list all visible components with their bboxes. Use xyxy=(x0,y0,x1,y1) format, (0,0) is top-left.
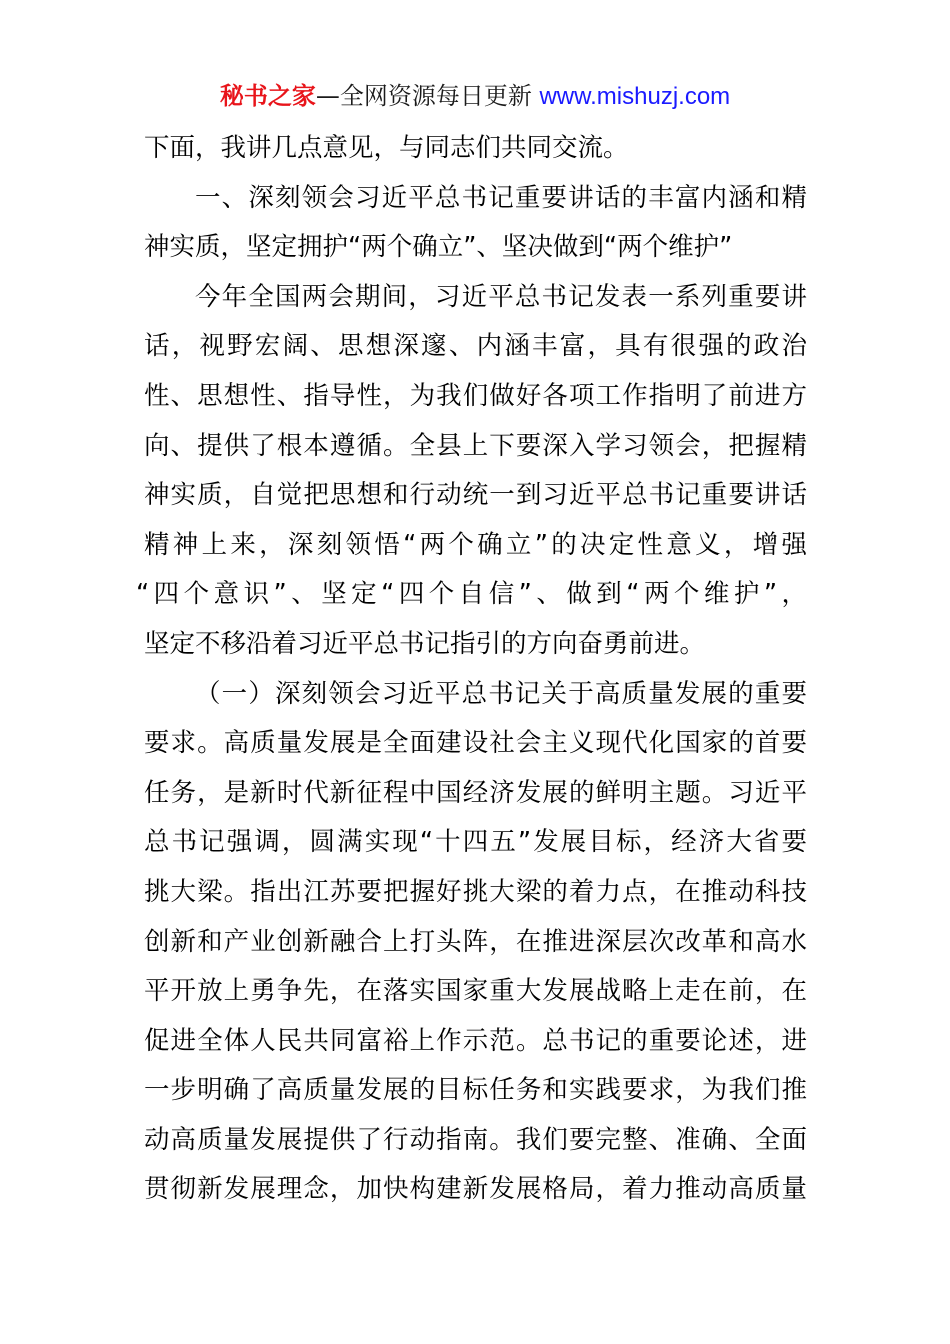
paragraph-line: 要求。高质量发展是全面建设社会主义现代化国家的首要 xyxy=(144,728,807,759)
paragraph-line: 性、思想性、指导性，为我们做好各项工作指明了前进方 xyxy=(144,380,807,411)
brand-name: 秘书之家 xyxy=(219,82,316,110)
paragraph-line: “四个意识”、坚定“四个自信”、做到“两个维护”， xyxy=(136,579,807,610)
paragraph-line: 任务，是新时代新征程中国经济发展的鲜明主题。习近平 xyxy=(144,777,807,808)
paragraph-line: 挑大梁。指出江苏要把握好挑大梁的着力点，在推动科技 xyxy=(144,876,807,907)
paragraph-line: 平开放上勇争先，在落实国家重大发展战略上走在前，在 xyxy=(144,976,807,1007)
paragraph-line: 向、提供了根本遵循。全县上下要深入学习领会，把握精 xyxy=(144,430,807,461)
paragraph-line: 神实质，自觉把思想和行动统一到习近平总书记重要讲话 xyxy=(144,480,807,511)
paragraph-line: 话，视野宏阔、思想深邃、内涵丰富，具有很强的政治 xyxy=(144,331,807,362)
paragraph-line: 下面，我讲几点意见，与同志们共同交流。 xyxy=(144,133,629,163)
paragraph-line: 贯彻新发展理念，加快构建新发展格局，着力推动高质量 xyxy=(144,1174,807,1205)
paragraph-line: 促进全体人民共同富裕上作示范。总书记的重要论述，进 xyxy=(144,1025,807,1056)
site-url-link[interactable]: www.mishuzj.com xyxy=(539,83,731,110)
subsection-heading-line: （一）深刻领会习近平总书记关于高质量发展的重要 xyxy=(195,678,807,709)
document-body xyxy=(136,124,807,1215)
paragraph-line: 一步明确了高质量发展的目标任务和实践要求，为我们推 xyxy=(144,1075,807,1106)
paragraph-line: 今年全国两会期间，习近平总书记发表一系列重要讲 xyxy=(195,281,807,312)
section-heading-line: 一、深刻领会习近平总书记重要讲话的丰富内涵和精 xyxy=(195,182,807,213)
paragraph-line: 动高质量发展提供了行动指南。我们要完整、准确、全面 xyxy=(144,1124,807,1155)
paragraph-line: 创新和产业创新融合上打头阵，在推进深层次改革和高水 xyxy=(144,926,807,957)
paragraph-line: 坚定不移沿着习近平总书记指引的方向奋勇前进。 xyxy=(144,628,706,659)
section-heading-line: 神实质，坚定拥护“两个确立”、坚决做到“两个维护” xyxy=(144,232,733,263)
page-header xyxy=(0,80,950,113)
header-tagline: —全网资源每日更新 xyxy=(315,82,532,110)
paragraph-line: 精神上来，深刻领悟“两个确立”的决定性意义，增强 xyxy=(144,529,807,560)
paragraph-line: 总书记强调，圆满实现“十四五”发展目标，经济大省要 xyxy=(144,827,807,858)
